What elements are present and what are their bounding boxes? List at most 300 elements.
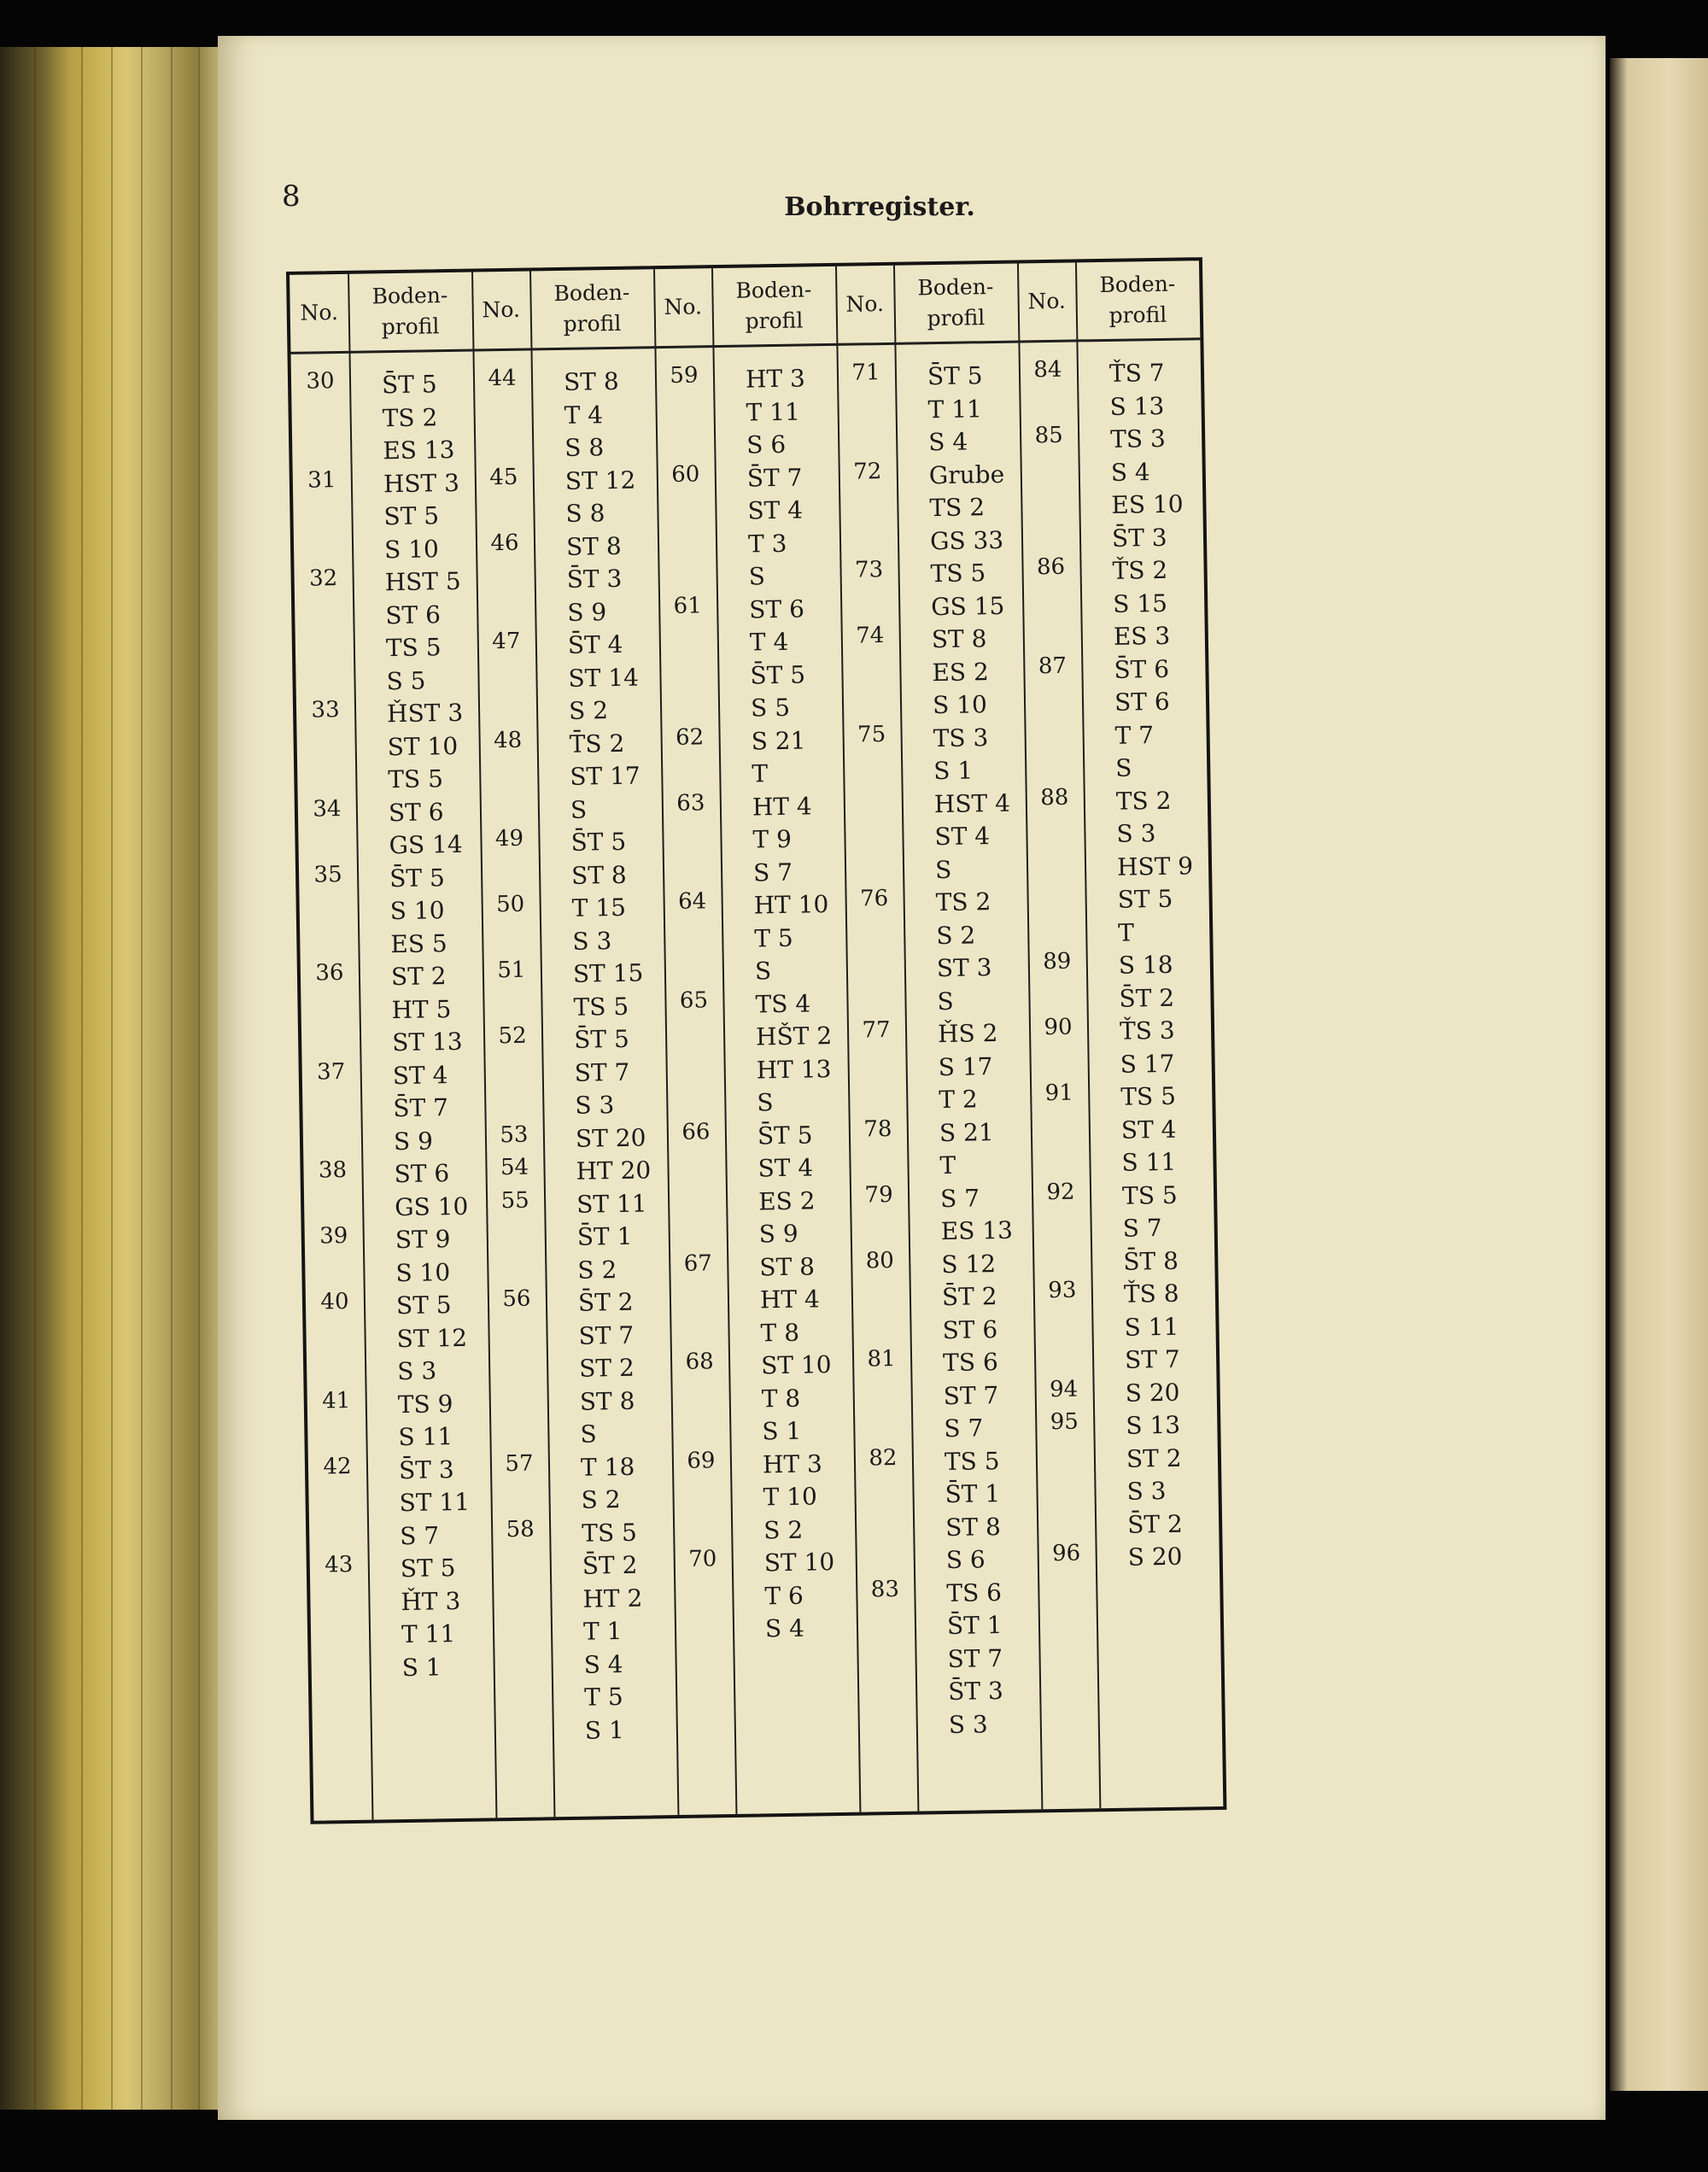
boring-number: 74 bbox=[856, 623, 885, 649]
profile-layer: ST 8 bbox=[945, 1512, 1002, 1542]
header-profile-line1: Boden- bbox=[553, 279, 630, 307]
header-profile-line1: Boden- bbox=[735, 277, 812, 303]
profile-layer: TS 4 bbox=[755, 988, 811, 1018]
soil-profile bbox=[751, 724, 806, 791]
boring-number: 69 bbox=[687, 1447, 716, 1474]
profile-layer: S 10 bbox=[383, 534, 440, 564]
profile-layer: S 5 bbox=[750, 693, 791, 723]
profile-layer: S 6 bbox=[746, 430, 787, 460]
profile-layer: S̄T 2 bbox=[582, 1550, 638, 1580]
profile-layer: T 8 bbox=[760, 1318, 800, 1347]
profile-layer: S 1 bbox=[584, 1715, 625, 1745]
profile-layer: S̄T 5 bbox=[927, 361, 983, 391]
profile-layer: ST 4 bbox=[934, 822, 991, 852]
profile-layer: GS 15 bbox=[930, 591, 1005, 621]
profile-layer: ST 20 bbox=[575, 1123, 646, 1153]
profile-layer: ES 13 bbox=[383, 435, 455, 465]
profile-layer: T 18 bbox=[580, 1452, 635, 1482]
boring-number: 44 bbox=[488, 365, 517, 392]
soil-profile bbox=[571, 892, 626, 958]
profile-layer: S 9 bbox=[758, 1219, 798, 1249]
profile-layer: S 2 bbox=[581, 1485, 621, 1514]
soil-profile bbox=[747, 461, 804, 594]
boring-number: 38 bbox=[318, 1157, 348, 1184]
profile-layer: ES 5 bbox=[390, 928, 447, 958]
boring-number: 95 bbox=[1050, 1408, 1079, 1436]
book-page-edges bbox=[0, 47, 231, 2110]
profile-layer: S 18 bbox=[1118, 950, 1173, 980]
profile-layer: S 21 bbox=[939, 1117, 994, 1147]
profile-layer: S 7 bbox=[939, 1183, 980, 1213]
soil-profile bbox=[943, 1346, 999, 1446]
profile-layer: S 13 bbox=[1126, 1410, 1181, 1440]
boring-number: 34 bbox=[313, 795, 342, 823]
profile-layer: ST 7 bbox=[1124, 1344, 1180, 1374]
soil-profile bbox=[927, 360, 984, 460]
profile-layer: Grube bbox=[928, 460, 1005, 489]
profile-layer: ŤS 7 bbox=[1108, 358, 1165, 388]
profile-layer: ST 4 bbox=[747, 495, 804, 525]
group-rule bbox=[653, 269, 679, 1815]
boring-number: 86 bbox=[1036, 553, 1066, 581]
header-profile-line1: Boden- bbox=[371, 283, 448, 309]
profile-layer: ES 10 bbox=[1111, 489, 1184, 519]
boring-number: 72 bbox=[852, 458, 882, 485]
profile-layer: S 20 bbox=[1127, 1542, 1183, 1572]
profile-layer: ST 8 bbox=[579, 1386, 635, 1416]
profile-layer: S 11 bbox=[398, 1422, 453, 1452]
boring-number: 89 bbox=[1043, 948, 1072, 975]
header-profile-line2: profil bbox=[381, 313, 440, 340]
soil-profile bbox=[564, 366, 620, 465]
profile-layer: ES 3 bbox=[1113, 621, 1171, 651]
profile-layer: S 1 bbox=[401, 1652, 442, 1682]
profile-layer: T 6 bbox=[764, 1581, 804, 1610]
profile-layer: S 2 bbox=[577, 1255, 617, 1285]
profile-layer: S bbox=[757, 1088, 774, 1117]
boring-number: 84 bbox=[1033, 356, 1062, 383]
profile-layer: TS 9 bbox=[397, 1389, 453, 1419]
soil-profile bbox=[573, 957, 645, 1024]
profile-layer: ST 11 bbox=[576, 1188, 647, 1219]
boring-number: 80 bbox=[865, 1247, 895, 1273]
profile-layer: TS 5 bbox=[930, 559, 986, 588]
profile-layer: TS 6 bbox=[942, 1348, 998, 1378]
profile-layer: S 7 bbox=[400, 1520, 440, 1550]
profile-layer: S 21 bbox=[751, 726, 806, 756]
soil-profile bbox=[1116, 784, 1195, 950]
soil-profile bbox=[1127, 1541, 1182, 1574]
profile-layer: S̄T 3 bbox=[566, 564, 623, 594]
profile-layer: S bbox=[580, 1420, 597, 1449]
boring-number: 45 bbox=[489, 464, 518, 490]
soil-profile bbox=[757, 1119, 816, 1251]
profile-layer: S 13 bbox=[1109, 391, 1165, 421]
profile-layer: ST 12 bbox=[564, 465, 636, 495]
boring-number: 96 bbox=[1051, 1540, 1081, 1567]
profile-layer: S 2 bbox=[568, 696, 609, 725]
header-no-label: No. bbox=[300, 300, 339, 325]
boring-number: 64 bbox=[677, 888, 707, 915]
soil-profile bbox=[932, 623, 990, 723]
profile-layer: ST 14 bbox=[568, 663, 640, 693]
soil-profile bbox=[568, 629, 640, 729]
profile-layer: ST 8 bbox=[570, 860, 627, 890]
profile-layer: S̄T 1 bbox=[945, 1479, 1001, 1509]
boring-number: 50 bbox=[495, 891, 525, 918]
profile-layer: TS 5 bbox=[385, 633, 442, 663]
soil-profile bbox=[1120, 1080, 1177, 1180]
profile-layer: ŤS 3 bbox=[1119, 1016, 1175, 1045]
soil-profile bbox=[761, 1349, 833, 1449]
soil-profile bbox=[395, 1223, 452, 1290]
profile-layer: ST 8 bbox=[565, 531, 622, 561]
boring-number: 41 bbox=[321, 1387, 351, 1414]
profile-layer: S 4 bbox=[1110, 457, 1150, 487]
profile-layer: ST 5 bbox=[1117, 884, 1173, 914]
profile-layer: ST 9 bbox=[395, 1225, 451, 1255]
profile-layer: ST 7 bbox=[574, 1057, 630, 1087]
profile-layer: TS 6 bbox=[946, 1578, 1003, 1607]
boring-number: 65 bbox=[679, 986, 709, 1014]
boring-number: 79 bbox=[864, 1181, 893, 1208]
profile-layer: HT 10 bbox=[753, 890, 829, 920]
profile-layer: ŤS 2 bbox=[1112, 555, 1168, 585]
profile-layer: S 2 bbox=[936, 920, 976, 950]
profile-layer: S̄T 1 bbox=[576, 1221, 633, 1251]
soil-profile bbox=[945, 1445, 1002, 1578]
boring-number: 42 bbox=[323, 1453, 352, 1479]
profile-layer: ST 13 bbox=[391, 1027, 463, 1057]
profile-layer: ST 4 bbox=[1120, 1115, 1177, 1145]
boring-number: 78 bbox=[863, 1115, 892, 1142]
header-bodenprofil bbox=[348, 272, 472, 351]
soil-profile bbox=[382, 368, 455, 468]
soil-profile bbox=[755, 987, 833, 1120]
profile-layer: T 3 bbox=[747, 529, 787, 559]
profile-layer: T 5 bbox=[754, 923, 793, 952]
soil-profile bbox=[939, 1116, 995, 1183]
boring-number: 57 bbox=[505, 1450, 534, 1477]
boring-number: 35 bbox=[313, 861, 342, 888]
profile-layer: S 17 bbox=[1120, 1049, 1175, 1079]
header-no-label: No. bbox=[664, 294, 703, 320]
boring-number: 81 bbox=[867, 1345, 896, 1373]
soil-profile bbox=[394, 1157, 468, 1224]
soil-profile bbox=[401, 1552, 462, 1684]
boring-number: 48 bbox=[493, 727, 523, 753]
profile-layer: S 6 bbox=[945, 1545, 986, 1575]
boring-number: 52 bbox=[498, 1022, 527, 1050]
profile-layer: S 8 bbox=[564, 433, 605, 462]
profile-layer: T 15 bbox=[571, 893, 627, 922]
boring-number: 70 bbox=[687, 1546, 717, 1572]
boring-number: 55 bbox=[500, 1187, 529, 1214]
boring-number: 63 bbox=[676, 789, 705, 817]
soil-profile bbox=[929, 458, 1006, 558]
profile-layer: S̄T 3 bbox=[1111, 523, 1167, 553]
profile-layer: HT 20 bbox=[576, 1156, 652, 1186]
profile-layer: TS 3 bbox=[933, 723, 989, 752]
soil-profile bbox=[566, 530, 623, 629]
profile-layer: S 3 bbox=[1116, 819, 1156, 848]
profile-layer: S̄T 2 bbox=[1119, 983, 1175, 1013]
soil-profile bbox=[935, 886, 992, 1018]
profile-layer: S 3 bbox=[948, 1709, 988, 1739]
boring-number: 54 bbox=[500, 1154, 529, 1181]
profile-layer: T 11 bbox=[746, 397, 801, 427]
profile-layer: ST 6 bbox=[749, 594, 805, 624]
profile-layer: S 10 bbox=[389, 896, 445, 926]
profile-layer: S̄T 7 bbox=[746, 463, 803, 493]
header-no bbox=[1017, 262, 1076, 340]
header-no bbox=[835, 266, 894, 343]
profile-layer: S 15 bbox=[1112, 588, 1168, 618]
profile-layer: S bbox=[937, 986, 954, 1016]
profile-layer: S 10 bbox=[932, 690, 988, 720]
header-bodenprofil bbox=[893, 264, 1018, 342]
profile-layer: S̄T 3 bbox=[947, 1677, 1004, 1707]
boring-number: 94 bbox=[1049, 1376, 1079, 1402]
profile-layer: S̄T 5 bbox=[757, 1120, 813, 1150]
profile-layer: S̄T 5 bbox=[389, 863, 445, 893]
profile-layer: S 11 bbox=[1121, 1147, 1177, 1177]
profile-layer: TS 5 bbox=[944, 1446, 1000, 1476]
profile-layer: ST 4 bbox=[757, 1153, 814, 1183]
soil-profile bbox=[569, 727, 640, 827]
soil-profile bbox=[1124, 1278, 1180, 1378]
header-no-label: No. bbox=[845, 291, 885, 317]
boring-number: 76 bbox=[859, 886, 889, 912]
profile-layer: TS 5 bbox=[581, 1518, 638, 1548]
boring-number: 87 bbox=[1038, 653, 1068, 679]
profile-layer: T 11 bbox=[401, 1619, 456, 1649]
column-rule bbox=[348, 274, 373, 1820]
boring-number: 92 bbox=[1046, 1179, 1075, 1205]
boring-number: 39 bbox=[319, 1223, 348, 1250]
profile-layer: S 4 bbox=[583, 1649, 623, 1679]
profile-layer: ST 6 bbox=[394, 1159, 450, 1189]
soil-profile bbox=[399, 1453, 471, 1553]
profile-layer: HT 3 bbox=[745, 364, 806, 394]
soil-profile bbox=[1112, 554, 1170, 654]
soil-profile bbox=[574, 1023, 630, 1123]
header-no bbox=[290, 274, 348, 352]
page-number: 8 bbox=[282, 179, 301, 214]
profile-layer: S̄T 5 bbox=[750, 660, 806, 690]
boring-number: 61 bbox=[673, 592, 702, 619]
boring-number: 88 bbox=[1039, 784, 1069, 811]
soil-profile bbox=[389, 862, 447, 962]
profile-layer: S̄T 5 bbox=[381, 370, 437, 400]
profile-layer: S 3 bbox=[575, 1091, 615, 1120]
profile-layer: HT 3 bbox=[762, 1449, 823, 1478]
header-profile-line2: profil bbox=[745, 307, 804, 334]
boring-number: 46 bbox=[490, 530, 519, 556]
boring-number: 82 bbox=[869, 1444, 898, 1471]
profile-layer: HT 5 bbox=[391, 994, 452, 1024]
profile-layer: HST 3 bbox=[383, 468, 460, 498]
profile-layer: TS 2 bbox=[382, 402, 438, 432]
header-bodenprofil bbox=[711, 266, 836, 345]
profile-layer: ST 7 bbox=[578, 1320, 635, 1350]
profile-layer: S 4 bbox=[927, 427, 968, 457]
soil-profile bbox=[576, 1187, 648, 1287]
profile-layer: S 3 bbox=[396, 1356, 437, 1386]
profile-layer: ES 2 bbox=[932, 657, 990, 687]
header-profile-line2: profil bbox=[1108, 302, 1167, 328]
profile-layer: HŠT 2 bbox=[755, 1022, 833, 1051]
header-no-label: No. bbox=[1027, 288, 1067, 314]
soil-profile bbox=[759, 1250, 821, 1350]
profile-layer: ȞT 3 bbox=[401, 1586, 461, 1616]
header-no bbox=[471, 272, 530, 349]
profile-layer: ST 15 bbox=[572, 958, 644, 988]
profile-layer: HT 4 bbox=[752, 791, 812, 822]
profile-layer: TS 2 bbox=[1115, 786, 1172, 816]
profile-layer: HST 9 bbox=[1116, 851, 1194, 881]
profile-layer: ST 6 bbox=[942, 1314, 998, 1344]
profile-layer: ST 2 bbox=[578, 1353, 635, 1383]
profile-layer: S bbox=[1114, 753, 1132, 782]
profile-layer: TS 2 bbox=[935, 887, 991, 917]
boring-number: 43 bbox=[325, 1551, 354, 1578]
boring-number: 90 bbox=[1044, 1014, 1073, 1041]
boring-number: 66 bbox=[681, 1118, 711, 1145]
profile-layer: T 2 bbox=[939, 1085, 978, 1115]
profile-layer: GS 10 bbox=[394, 1191, 469, 1221]
boring-number: 91 bbox=[1044, 1080, 1074, 1107]
boring-number: 58 bbox=[506, 1516, 535, 1543]
soil-profile bbox=[570, 826, 627, 893]
header-profile-line2: profil bbox=[563, 310, 622, 337]
bohrregister-table bbox=[286, 257, 1226, 1824]
header-no bbox=[653, 268, 712, 346]
soil-profile bbox=[941, 1248, 997, 1348]
boring-number: 37 bbox=[316, 1058, 346, 1086]
boring-number: 30 bbox=[306, 368, 335, 395]
profile-layer: S 20 bbox=[1125, 1378, 1180, 1408]
profile-layer: T 5 bbox=[584, 1683, 623, 1712]
profile-layer: S̄T 2 bbox=[577, 1287, 634, 1317]
profile-layer: ST 17 bbox=[570, 761, 640, 791]
profile-layer: T 9 bbox=[752, 824, 793, 854]
boring-number: 51 bbox=[497, 957, 526, 984]
profile-layer: ST 6 bbox=[388, 797, 444, 827]
profile-layer: HT 4 bbox=[759, 1285, 821, 1314]
profile-layer: ST 5 bbox=[383, 501, 440, 531]
soil-profile bbox=[938, 1017, 999, 1117]
profile-layer: HST 5 bbox=[384, 566, 461, 597]
profile-layer: S 9 bbox=[567, 597, 607, 627]
soil-profile bbox=[387, 697, 465, 797]
profile-layer: ST 8 bbox=[563, 366, 619, 396]
soil-profile bbox=[581, 1450, 635, 1517]
profile-layer: S̄T 1 bbox=[946, 1611, 1003, 1641]
boring-number: 83 bbox=[870, 1576, 900, 1602]
profile-layer: TS 5 bbox=[1121, 1180, 1178, 1210]
profile-layer: S 11 bbox=[1124, 1312, 1179, 1342]
profile-layer: S bbox=[748, 562, 766, 591]
profile-layer: ST 3 bbox=[936, 953, 992, 983]
profile-layer: T 4 bbox=[564, 400, 604, 430]
profile-layer: ST 4 bbox=[392, 1060, 448, 1090]
soil-profile bbox=[384, 565, 462, 698]
facing-page-edge bbox=[1610, 58, 1708, 2091]
boring-number: 53 bbox=[500, 1121, 529, 1148]
profile-layer: S 2 bbox=[763, 1515, 804, 1544]
soil-profile bbox=[764, 1546, 836, 1646]
profile-layer: S̄T 2 bbox=[1126, 1509, 1183, 1539]
profile-layer: ST 10 bbox=[387, 731, 459, 761]
soil-profile bbox=[576, 1154, 651, 1188]
soil-profile bbox=[746, 362, 807, 462]
profile-layer: T bbox=[1118, 918, 1135, 947]
profile-layer: T bbox=[752, 759, 769, 788]
profile-layer: ST 6 bbox=[1114, 687, 1170, 717]
profile-layer: TS 3 bbox=[1109, 424, 1167, 454]
profile-layer: ES 13 bbox=[940, 1215, 1014, 1246]
profile-layer: TS 5 bbox=[1120, 1081, 1177, 1111]
boring-number: 31 bbox=[307, 466, 336, 494]
profile-layer: T 1 bbox=[582, 1617, 623, 1646]
boring-number: 59 bbox=[670, 362, 699, 389]
profile-layer: T 4 bbox=[749, 627, 789, 657]
soil-profile bbox=[582, 1516, 645, 1748]
boring-number: 75 bbox=[857, 721, 886, 748]
soil-profile bbox=[383, 466, 461, 566]
profile-layer: ST 7 bbox=[947, 1643, 1003, 1673]
profile-layer: ST 8 bbox=[931, 624, 987, 654]
profile-layer: ST 10 bbox=[760, 1350, 832, 1380]
soil-profile bbox=[393, 1059, 449, 1159]
boring-number: 40 bbox=[320, 1288, 349, 1315]
soil-profile bbox=[565, 464, 637, 530]
profile-layer: ST 10 bbox=[763, 1548, 835, 1578]
boring-number: 47 bbox=[492, 628, 521, 655]
soil-profile bbox=[1109, 357, 1166, 424]
profile-layer: T 7 bbox=[1114, 720, 1155, 750]
profile-layer: S̄T 4 bbox=[567, 629, 623, 659]
boring-number: 71 bbox=[851, 360, 880, 386]
profile-layer: ST 5 bbox=[400, 1554, 456, 1584]
soil-profile bbox=[1125, 1376, 1179, 1409]
profile-layer: S 4 bbox=[764, 1613, 805, 1643]
running-head: Bohrregister. bbox=[784, 192, 975, 222]
profile-layer: S 12 bbox=[941, 1249, 997, 1279]
boring-number: 68 bbox=[685, 1349, 714, 1375]
soil-profile bbox=[940, 1181, 1013, 1248]
soil-profile bbox=[1120, 1015, 1176, 1081]
profile-layer: T 10 bbox=[763, 1482, 818, 1512]
profile-layer: S 1 bbox=[933, 756, 974, 786]
soil-profile bbox=[389, 795, 463, 862]
soil-profile bbox=[391, 960, 463, 1060]
header-no-label: No. bbox=[482, 296, 521, 323]
profile-layer: S bbox=[934, 855, 952, 884]
boring-number: 36 bbox=[315, 960, 344, 986]
profile-layer: ȞS 2 bbox=[937, 1019, 998, 1049]
profile-layer: S 3 bbox=[1126, 1476, 1167, 1506]
boring-number: 77 bbox=[862, 1016, 891, 1044]
header-profile-line2: profil bbox=[927, 305, 986, 331]
profile-layer: S̄T 5 bbox=[570, 827, 627, 857]
profile-layer: HT 13 bbox=[756, 1054, 832, 1084]
header-profile-line1: Boden- bbox=[917, 273, 994, 301]
profile-layer: GS 14 bbox=[389, 829, 463, 860]
boring-number: 85 bbox=[1034, 422, 1063, 449]
profile-layer: S bbox=[754, 957, 772, 986]
